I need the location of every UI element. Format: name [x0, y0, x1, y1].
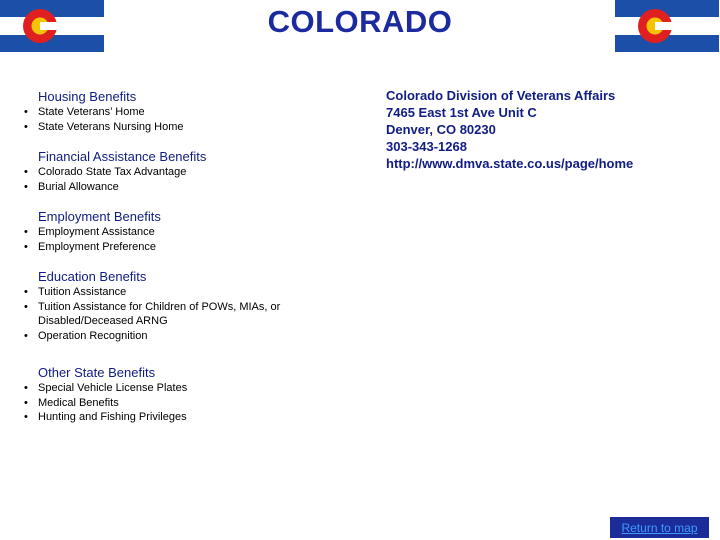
list-item: • Special Vehicle License Plates — [24, 381, 187, 396]
list-item: • Tuition Assistance — [24, 285, 324, 300]
list-item: • Tuition Assistance for Children of POWs, MIAs, or Disabled/Deceased ARNG — [24, 300, 324, 329]
section-heading-housing: Housing Benefits — [38, 89, 137, 104]
list-item: • Hunting and Fishing Privileges — [24, 410, 187, 425]
colorado-flag-icon — [615, 0, 719, 52]
education-benefits-list — [24, 285, 324, 343]
list-item: • Operation Recognition — [24, 329, 324, 344]
list-item: • Employment Preference — [24, 240, 156, 255]
contact-url[interactable]: http://www.dmva.state.co.us/page/home — [386, 156, 634, 171]
section-heading-other: Other State Benefits — [38, 365, 156, 380]
list-item: • Burial Allowance — [24, 180, 186, 195]
financial-benefits-list — [24, 165, 186, 194]
list-item: • Employment Assistance — [24, 225, 156, 240]
return-to-map-link[interactable]: Return to map — [610, 517, 709, 538]
employment-benefits-list — [24, 225, 156, 254]
list-item: • Medical Benefits — [24, 396, 187, 411]
contact-address: 7465 East 1st Ave Unit C — [386, 105, 537, 120]
contact-org: Colorado Division of Veterans Affairs — [386, 88, 616, 103]
list-item: • Colorado State Tax Advantage — [24, 165, 186, 180]
section-heading-employment: Employment Benefits — [38, 209, 161, 224]
contact-info — [386, 87, 633, 172]
page-title: COLORADO — [267, 4, 453, 39]
list-item: • State Veterans Nursing Home — [24, 120, 184, 135]
list-item: • State Veterans’ Home — [24, 105, 184, 120]
contact-phone: 303-343-1268 — [386, 139, 467, 154]
contact-city: Denver, CO 80230 — [386, 122, 496, 137]
other-benefits-list — [24, 381, 187, 425]
housing-benefits-list — [24, 105, 184, 134]
section-heading-financial: Financial Assistance Benefits — [38, 149, 207, 164]
section-heading-education: Education Benefits — [38, 269, 147, 284]
